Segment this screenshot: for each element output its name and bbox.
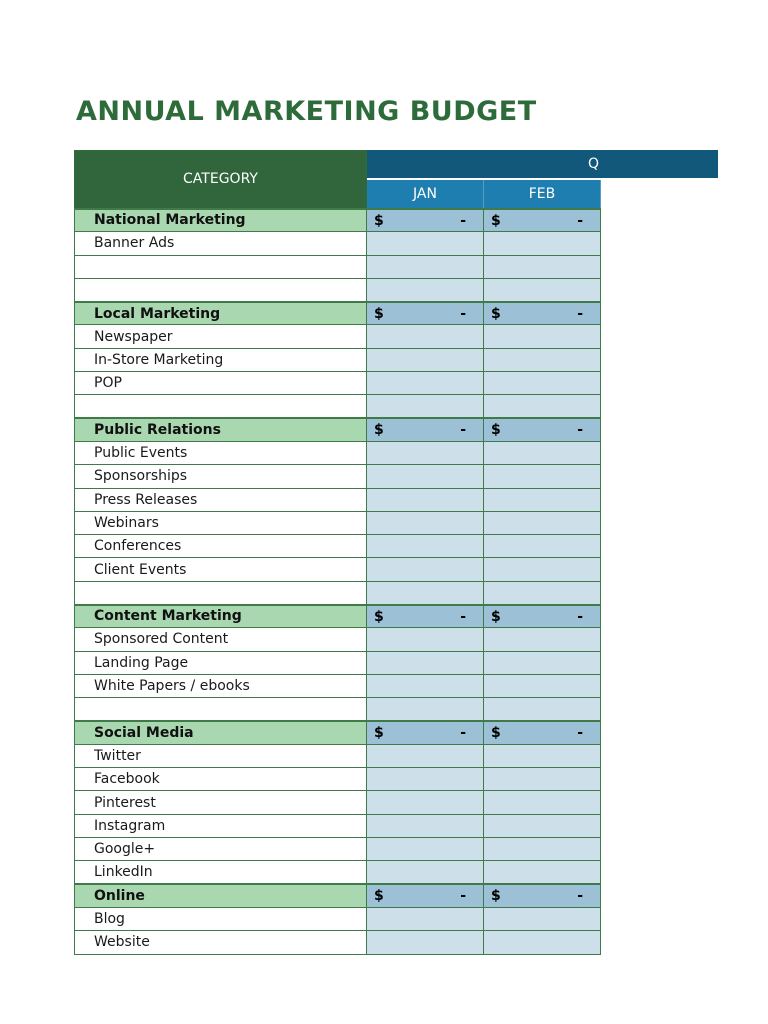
table-row [75, 511, 601, 534]
table-row [75, 488, 601, 511]
month-value-cell[interactable] [367, 325, 484, 348]
category-item[interactable]: Banner Ads [75, 232, 367, 255]
month-value-cell[interactable] [484, 558, 601, 581]
section-row [75, 418, 601, 441]
month-value-cell[interactable] [367, 698, 484, 721]
currency-symbol: $ [374, 888, 384, 905]
budget-table [74, 150, 601, 955]
category-item[interactable] [75, 395, 367, 418]
month-value-cell[interactable] [484, 698, 601, 721]
category-item[interactable] [75, 278, 367, 301]
month-value-cell[interactable] [484, 395, 601, 418]
month-value-cell[interactable] [484, 325, 601, 348]
table-row [75, 465, 601, 488]
table-row [75, 372, 601, 395]
section-total-cell[interactable] [367, 209, 484, 232]
amount-value: - [460, 608, 466, 625]
section-name[interactable]: Public Relations [75, 418, 367, 441]
month-value-cell[interactable] [484, 628, 601, 651]
month-value-cell[interactable] [367, 907, 484, 930]
month-value-cell[interactable] [367, 651, 484, 674]
month-value-cell[interactable] [484, 372, 601, 395]
month-value-cell[interactable] [367, 581, 484, 604]
amount-value: - [577, 212, 583, 229]
table-row [75, 535, 601, 558]
section-name[interactable]: National Marketing [75, 209, 367, 232]
month-header-feb: FEB [484, 180, 601, 209]
month-value-cell[interactable] [484, 744, 601, 767]
category-item[interactable] [75, 698, 367, 721]
month-value-cell[interactable] [484, 278, 601, 301]
month-value-cell[interactable] [484, 907, 601, 930]
table-row [75, 278, 601, 301]
section-total-cell[interactable] [484, 884, 601, 907]
table-row [75, 395, 601, 418]
month-value-cell[interactable] [367, 744, 484, 767]
category-item[interactable]: Landing Page [75, 651, 367, 674]
month-value-cell[interactable] [484, 674, 601, 697]
month-value-cell[interactable] [367, 488, 484, 511]
quarter-spacer [367, 151, 601, 180]
table-row [75, 698, 601, 721]
month-value-cell[interactable] [484, 348, 601, 371]
section-total-cell[interactable] [367, 884, 484, 907]
page-title: ANNUAL MARKETING BUDGET [76, 96, 537, 127]
month-value-cell[interactable] [367, 791, 484, 814]
section-name[interactable]: Social Media [75, 721, 367, 744]
section-total-cell[interactable] [484, 302, 601, 325]
table-row [75, 907, 601, 930]
month-value-cell[interactable] [367, 535, 484, 558]
section-row [75, 884, 601, 907]
currency-symbol: $ [374, 212, 384, 229]
table-row [75, 838, 601, 861]
budget-body [75, 209, 601, 955]
category-item[interactable]: LinkedIn [75, 861, 367, 884]
category-item[interactable]: Blog [75, 907, 367, 930]
category-item[interactable]: Sponsorships [75, 465, 367, 488]
month-value-cell[interactable] [484, 581, 601, 604]
month-value-cell[interactable] [367, 814, 484, 837]
month-value-cell[interactable] [484, 768, 601, 791]
month-value-cell[interactable] [484, 791, 601, 814]
amount-value: - [577, 608, 583, 625]
amount-value: - [460, 888, 466, 905]
currency-symbol: $ [374, 422, 384, 439]
table-row [75, 232, 601, 255]
table-row [75, 628, 601, 651]
month-value-cell[interactable] [484, 465, 601, 488]
month-value-cell[interactable] [484, 931, 601, 954]
month-value-cell[interactable] [367, 372, 484, 395]
table-row [75, 325, 601, 348]
section-total-cell[interactable] [484, 209, 601, 232]
table-row [75, 861, 601, 884]
amount-value: - [577, 305, 583, 322]
table-row [75, 255, 601, 278]
month-value-cell[interactable] [484, 651, 601, 674]
table-row [75, 441, 601, 464]
section-total-cell[interactable] [367, 605, 484, 628]
category-item[interactable]: POP [75, 372, 367, 395]
month-header-jan: JAN [367, 180, 484, 209]
category-item[interactable]: Press Releases [75, 488, 367, 511]
category-item[interactable]: White Papers / ebooks [75, 674, 367, 697]
category-item[interactable] [75, 581, 367, 604]
month-value-cell[interactable] [484, 838, 601, 861]
amount-value: - [460, 305, 466, 322]
amount-value: - [577, 725, 583, 742]
month-value-cell[interactable] [367, 395, 484, 418]
currency-symbol: $ [374, 608, 384, 625]
category-item[interactable]: Newspaper [75, 325, 367, 348]
month-value-cell[interactable] [367, 511, 484, 534]
section-total-cell[interactable] [367, 418, 484, 441]
month-value-cell[interactable] [367, 232, 484, 255]
currency-symbol: $ [374, 725, 384, 742]
month-value-cell[interactable] [367, 278, 484, 301]
section-total-cell[interactable] [484, 721, 601, 744]
section-name[interactable]: Content Marketing [75, 605, 367, 628]
category-item[interactable]: Public Events [75, 441, 367, 464]
month-value-cell[interactable] [484, 861, 601, 884]
month-value-cell[interactable] [367, 861, 484, 884]
table-row [75, 651, 601, 674]
month-value-cell[interactable] [367, 628, 484, 651]
month-value-cell[interactable] [367, 768, 484, 791]
category-item[interactable]: Client Events [75, 558, 367, 581]
section-row [75, 721, 601, 744]
month-value-cell[interactable] [367, 558, 484, 581]
category-item[interactable]: Pinterest [75, 791, 367, 814]
amount-value: - [460, 725, 466, 742]
month-value-cell[interactable] [367, 931, 484, 954]
month-value-cell[interactable] [484, 488, 601, 511]
section-name[interactable]: Online [75, 884, 367, 907]
table-row [75, 931, 601, 954]
category-item[interactable]: Twitter [75, 744, 367, 767]
category-item[interactable]: Website [75, 931, 367, 954]
month-value-cell[interactable] [484, 232, 601, 255]
month-value-cell[interactable] [484, 441, 601, 464]
currency-symbol: $ [491, 608, 501, 625]
category-item[interactable]: Facebook [75, 768, 367, 791]
amount-value: - [460, 422, 466, 439]
table-row [75, 744, 601, 767]
month-value-cell[interactable] [367, 348, 484, 371]
table-row [75, 674, 601, 697]
currency-symbol: $ [491, 212, 501, 229]
amount-value: - [460, 212, 466, 229]
category-header: CATEGORY [75, 151, 367, 209]
category-item[interactable] [75, 255, 367, 278]
month-value-cell[interactable] [484, 814, 601, 837]
currency-symbol: $ [374, 305, 384, 322]
category-item[interactable]: Conferences [75, 535, 367, 558]
category-item[interactable]: Webinars [75, 511, 367, 534]
month-value-cell[interactable] [484, 511, 601, 534]
month-value-cell[interactable] [484, 535, 601, 558]
currency-symbol: $ [491, 305, 501, 322]
month-value-cell[interactable] [367, 838, 484, 861]
currency-symbol: $ [491, 888, 501, 905]
category-item[interactable]: In-Store Marketing [75, 348, 367, 371]
section-total-cell[interactable] [367, 721, 484, 744]
section-total-cell[interactable] [484, 605, 601, 628]
month-value-cell[interactable] [484, 255, 601, 278]
table-row [75, 814, 601, 837]
section-name[interactable]: Local Marketing [75, 302, 367, 325]
category-item[interactable]: Instagram [75, 814, 367, 837]
category-item[interactable]: Google+ [75, 838, 367, 861]
month-value-cell[interactable] [367, 441, 484, 464]
month-value-cell[interactable] [367, 674, 484, 697]
table-row [75, 791, 601, 814]
category-item[interactable]: Sponsored Content [75, 628, 367, 651]
currency-symbol: $ [491, 422, 501, 439]
amount-value: - [577, 422, 583, 439]
table-row [75, 558, 601, 581]
quarter-label: Q [588, 156, 600, 172]
table-row [75, 348, 601, 371]
section-row [75, 605, 601, 628]
currency-symbol: $ [491, 725, 501, 742]
section-total-cell[interactable] [367, 302, 484, 325]
table-row [75, 768, 601, 791]
section-row [75, 209, 601, 232]
month-value-cell[interactable] [367, 255, 484, 278]
table-row [75, 581, 601, 604]
section-total-cell[interactable] [484, 418, 601, 441]
section-row [75, 302, 601, 325]
amount-value: - [577, 888, 583, 905]
month-value-cell[interactable] [367, 465, 484, 488]
